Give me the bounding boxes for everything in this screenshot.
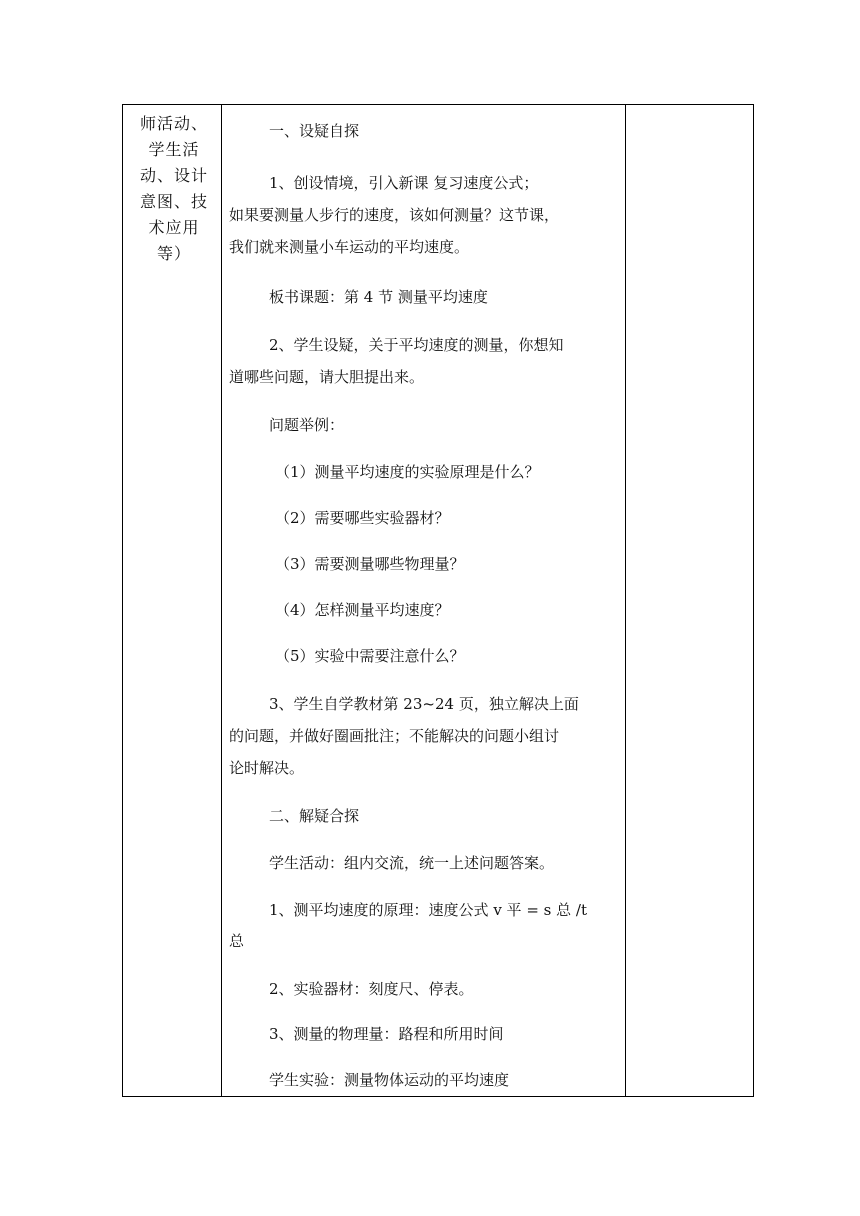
question-item: （5）实验中需要注意什么？ (275, 647, 465, 665)
section-heading: 一、设疑自探 (269, 122, 360, 140)
paragraph-line: 2、实验器材：刻度尺、停表。 (269, 980, 474, 998)
paragraph-line: 我们就来测量小车运动的平均速度。 (229, 238, 470, 256)
question-item: （4）怎样测量平均速度？ (275, 601, 450, 619)
section-heading: 二、解疑合探 (269, 807, 360, 825)
paragraph-line: 学生实验：测量物体运动的平均速度 (269, 1071, 510, 1089)
paragraph-line: 如果要测量人步行的速度，该如何测量？这节课， (229, 206, 560, 224)
paragraph-line: 道哪些问题，请大胆提出来。 (229, 368, 425, 386)
right-empty-cell (626, 105, 753, 1096)
paragraph-line: 3、学生自学教材第 23~24 页，独立解决上面 (269, 695, 579, 713)
paragraph-line: 1、创设情境，引入新课 复习速度公式； (269, 174, 539, 192)
paragraph-line: 的问题，并做好圈画批注；不能解决的问题小组讨 (229, 727, 560, 745)
paragraph-line: 总 (229, 932, 245, 950)
question-item: （1）测量平均速度的实验原理是什么？ (275, 463, 540, 481)
paragraph-line: 学生活动：组内交流，统一上述问题答案。 (269, 854, 555, 872)
left-cell-line: 动、设计 (139, 166, 208, 185)
paragraph-line: 1、测平均速度的原理：速度公式 v 平 = s 总 /t (269, 901, 587, 919)
left-cell-heading (133, 111, 215, 267)
lesson-table (122, 104, 754, 1097)
left-cell-line: 意图、技 (139, 192, 208, 211)
paragraph-line: 板书课题：第 4 节 测量平均速度 (269, 288, 488, 306)
left-cell-line: 师活动、 (139, 114, 208, 133)
left-cell-line: 术应用 (148, 218, 200, 237)
question-item: （3）需要测量哪些物理量？ (275, 555, 465, 573)
question-item: （2）需要哪些实验器材？ (275, 509, 450, 527)
paragraph-line: 问题举例： (269, 416, 345, 434)
left-cell-line: 等） (156, 244, 191, 263)
left-cell-line: 学生活 (148, 140, 200, 159)
paragraph-line: 论时解决。 (229, 759, 305, 777)
paragraph-line: 3、测量的物理量：路程和所用时间 (269, 1025, 504, 1043)
paragraph-line: 2、学生设疑，关于平均速度的测量，你想知 (269, 336, 564, 354)
column-divider-left (221, 105, 222, 1096)
